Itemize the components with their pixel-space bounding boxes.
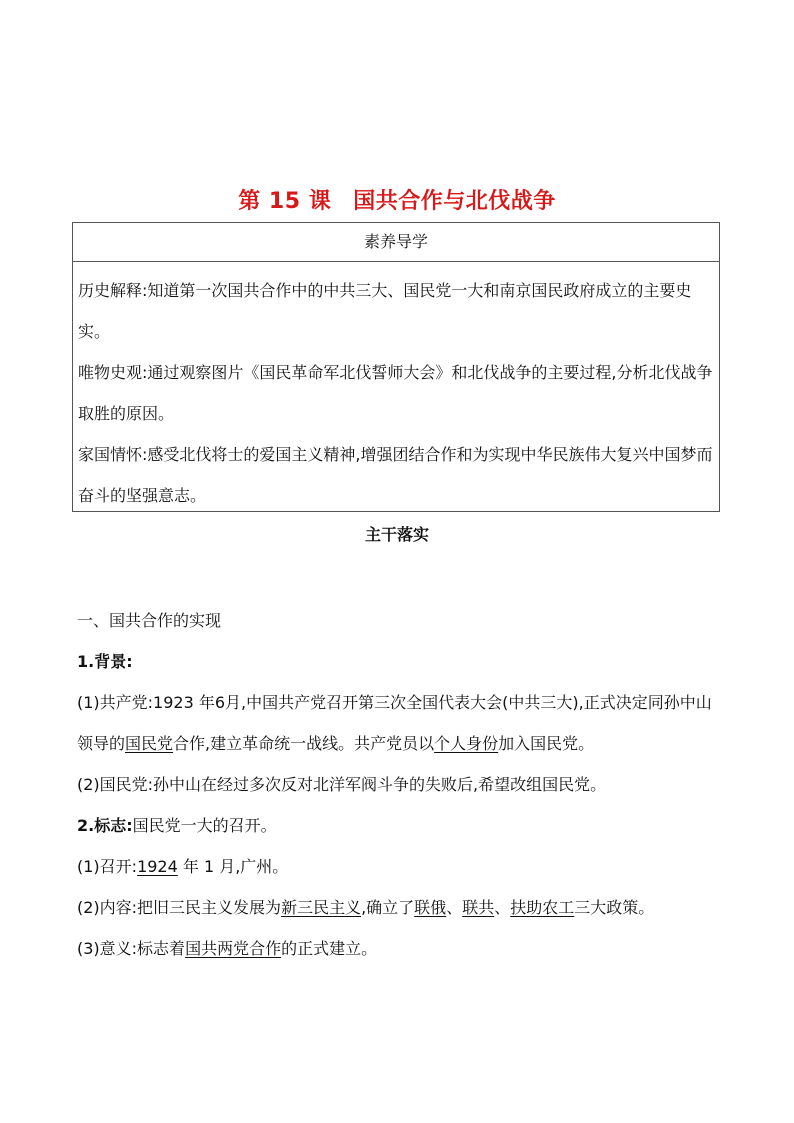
underlined-term: 国民党 xyxy=(125,734,174,753)
sign-label: 2.标志: xyxy=(77,816,133,835)
background-communist: (1)共产党:1923 年6月,中国共产党召开第三次全国代表大会(中共三大),正式决定同孙中山领导的国民党合作,建立革命统一战线。共产党员以个人身份加入国民党。 xyxy=(77,693,712,753)
section-cooperation xyxy=(77,600,722,969)
background-kmt: (2)国民党:孙中山在经过多次反对北洋军阀斗争的失败后,希望改组国民党。 xyxy=(77,775,607,794)
underlined-term: 个人身份 xyxy=(434,734,499,753)
underlined-term: 联俄 xyxy=(414,898,447,917)
sign-line: 2.标志:国民党一大的召开。 xyxy=(77,816,277,835)
lesson-number: 第 15 课 xyxy=(238,189,332,214)
guide-header: 素养导学 xyxy=(73,223,719,262)
underlined-term: 国共两党合作 xyxy=(185,939,282,958)
main-content-heading: 主干落实 xyxy=(364,525,429,544)
lesson-name: 国共合作与北伐战争 xyxy=(353,189,556,214)
background-label: 1.背景: xyxy=(77,652,133,671)
guide-body xyxy=(73,262,719,516)
guide-materialism: 唯物史观:通过观察图片《国民革命军北伐誓师大会》和北伐战争的主要过程,分析北伐战争取胜的原因。 xyxy=(78,363,713,423)
page-title xyxy=(0,184,794,215)
underlined-term: 联共 xyxy=(462,898,495,917)
section-heading: 一、国共合作的实现 xyxy=(77,611,222,630)
convening-line: (1)召开:1924 年 1 月,广州。 xyxy=(77,857,289,876)
literacy-guide-box xyxy=(72,222,720,512)
underlined-term: 扶助农工 xyxy=(510,898,575,917)
content-line: (2)内容:把旧三民主义发展为新三民主义,确立了联俄、联共、扶助农工三大政策。 xyxy=(77,898,655,917)
guide-history-explanation: 历史解释:知道第一次国共合作中的中共三大、国民党一大和南京国民政府成立的主要史实。 xyxy=(78,281,692,341)
underlined-term: 新三民主义 xyxy=(281,898,362,917)
underlined-term: 1924 xyxy=(137,857,178,876)
guide-patriotism: 家国情怀:感受北伐将士的爱国主义精神,增强团结合作和为实现中华民族伟大复兴中国梦而奋斗的坚强意志。 xyxy=(78,445,713,505)
significance-line: (3)意义:标志着国共两党合作的正式建立。 xyxy=(77,939,378,958)
